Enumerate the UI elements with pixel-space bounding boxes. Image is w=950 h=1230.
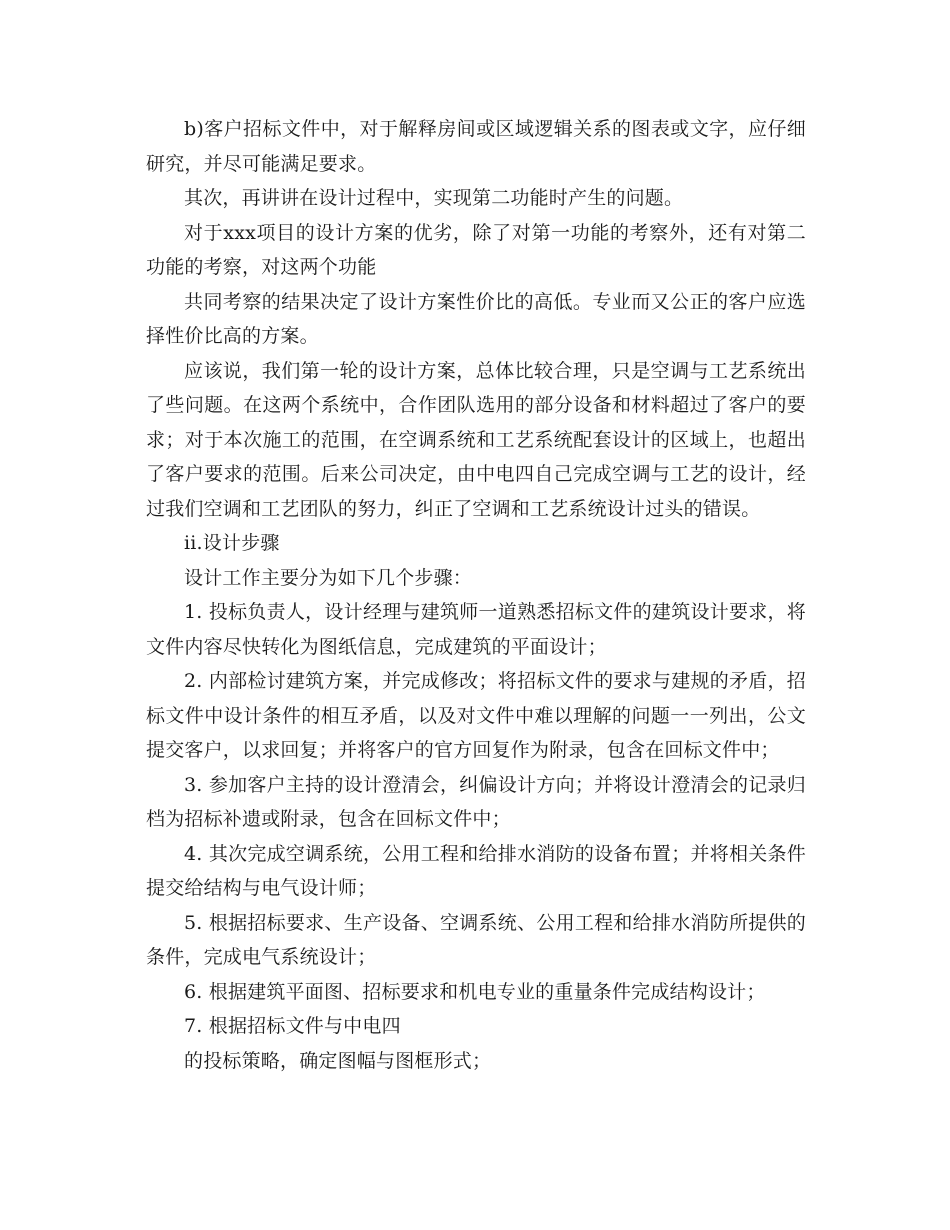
paragraph-steps-intro: 设计工作主要分为如下几个步骤： [184,566,473,589]
step-item-2: 2. 内部检讨建筑方案，并完成修改；将招标文件的要求与建规的矛盾，招标文件中设计条件的相互矛盾，以及对文件中难以理解的问题一一列出，公文提交客户，以求回复；并将客户的官方回复作为附录，包含在回标文件中； [146,670,806,761]
step-item-7-continued: 的投标策略，确定图幅与图框形式； [184,1049,492,1072]
paragraph-project-evaluation: 对于xxx项目的设计方案的优劣，除了对第一功能的考察外，还有对第二功能的考察，对这两个功能 [146,221,806,278]
step-item-6: 6. 根据建筑平面图、招标要求和机电专业的重量条件完成结构设计； [184,980,766,1003]
step-item-1: 1. 投标负责人，设计经理与建筑师一道熟悉招标文件的建筑设计要求，将文件内容尽快转化为图纸信息，完成建筑的平面设计； [146,601,806,658]
paragraph-cost-performance: 共同考察的结果决定了设计方案性价比的高低。专业而又公正的客户应选择性价比高的方案。 [146,290,806,347]
step-item-3: 3. 参加客户主持的设计澄清会，纠偏设计方向；并将设计澄清会的记录归档为招标补遗或附录，包含在回标文件中； [146,773,806,830]
step-item-7: 7. 根据招标文件与中电四 [184,1015,401,1037]
document-body [146,112,806,1078]
paragraph-second-function-intro: 其次，再讲讲在设计过程中，实现第二功能时产生的问题。 [184,187,684,209]
step-item-5: 5. 根据招标要求、生产设备、空调系统、公用工程和给排水消防所提供的条件，完成电气系统设计； [146,911,806,968]
paragraph-requirements-b: b)客户招标文件中，对于解释房间或区域逻辑关系的图表或文字，应仔细研究，并尽可能满足要求。 [146,118,806,175]
paragraph-first-round-design: 应该说，我们第一轮的设计方案，总体比较合理，只是空调与工艺系统出了些问题。在这两个系统中，合作团队选用的部分设备和材料超过了客户的要求；对于本次施工的范围，在空调系统和工艺系统配套设计的区域上，也超出了客户要求的范围。后来公司决定，由中电四自己完成空调与工艺的设计，经过我们空调和工艺团队的努力，纠正了空调和工艺系统设计过头的错误。 [146,359,806,520]
section-heading-design-steps: ii.设计步骤 [184,532,280,554]
step-item-4: 4. 其次完成空调系统，公用工程和给排水消防的设备布置；并将相关条件提交给结构与电气设计师； [146,842,806,899]
